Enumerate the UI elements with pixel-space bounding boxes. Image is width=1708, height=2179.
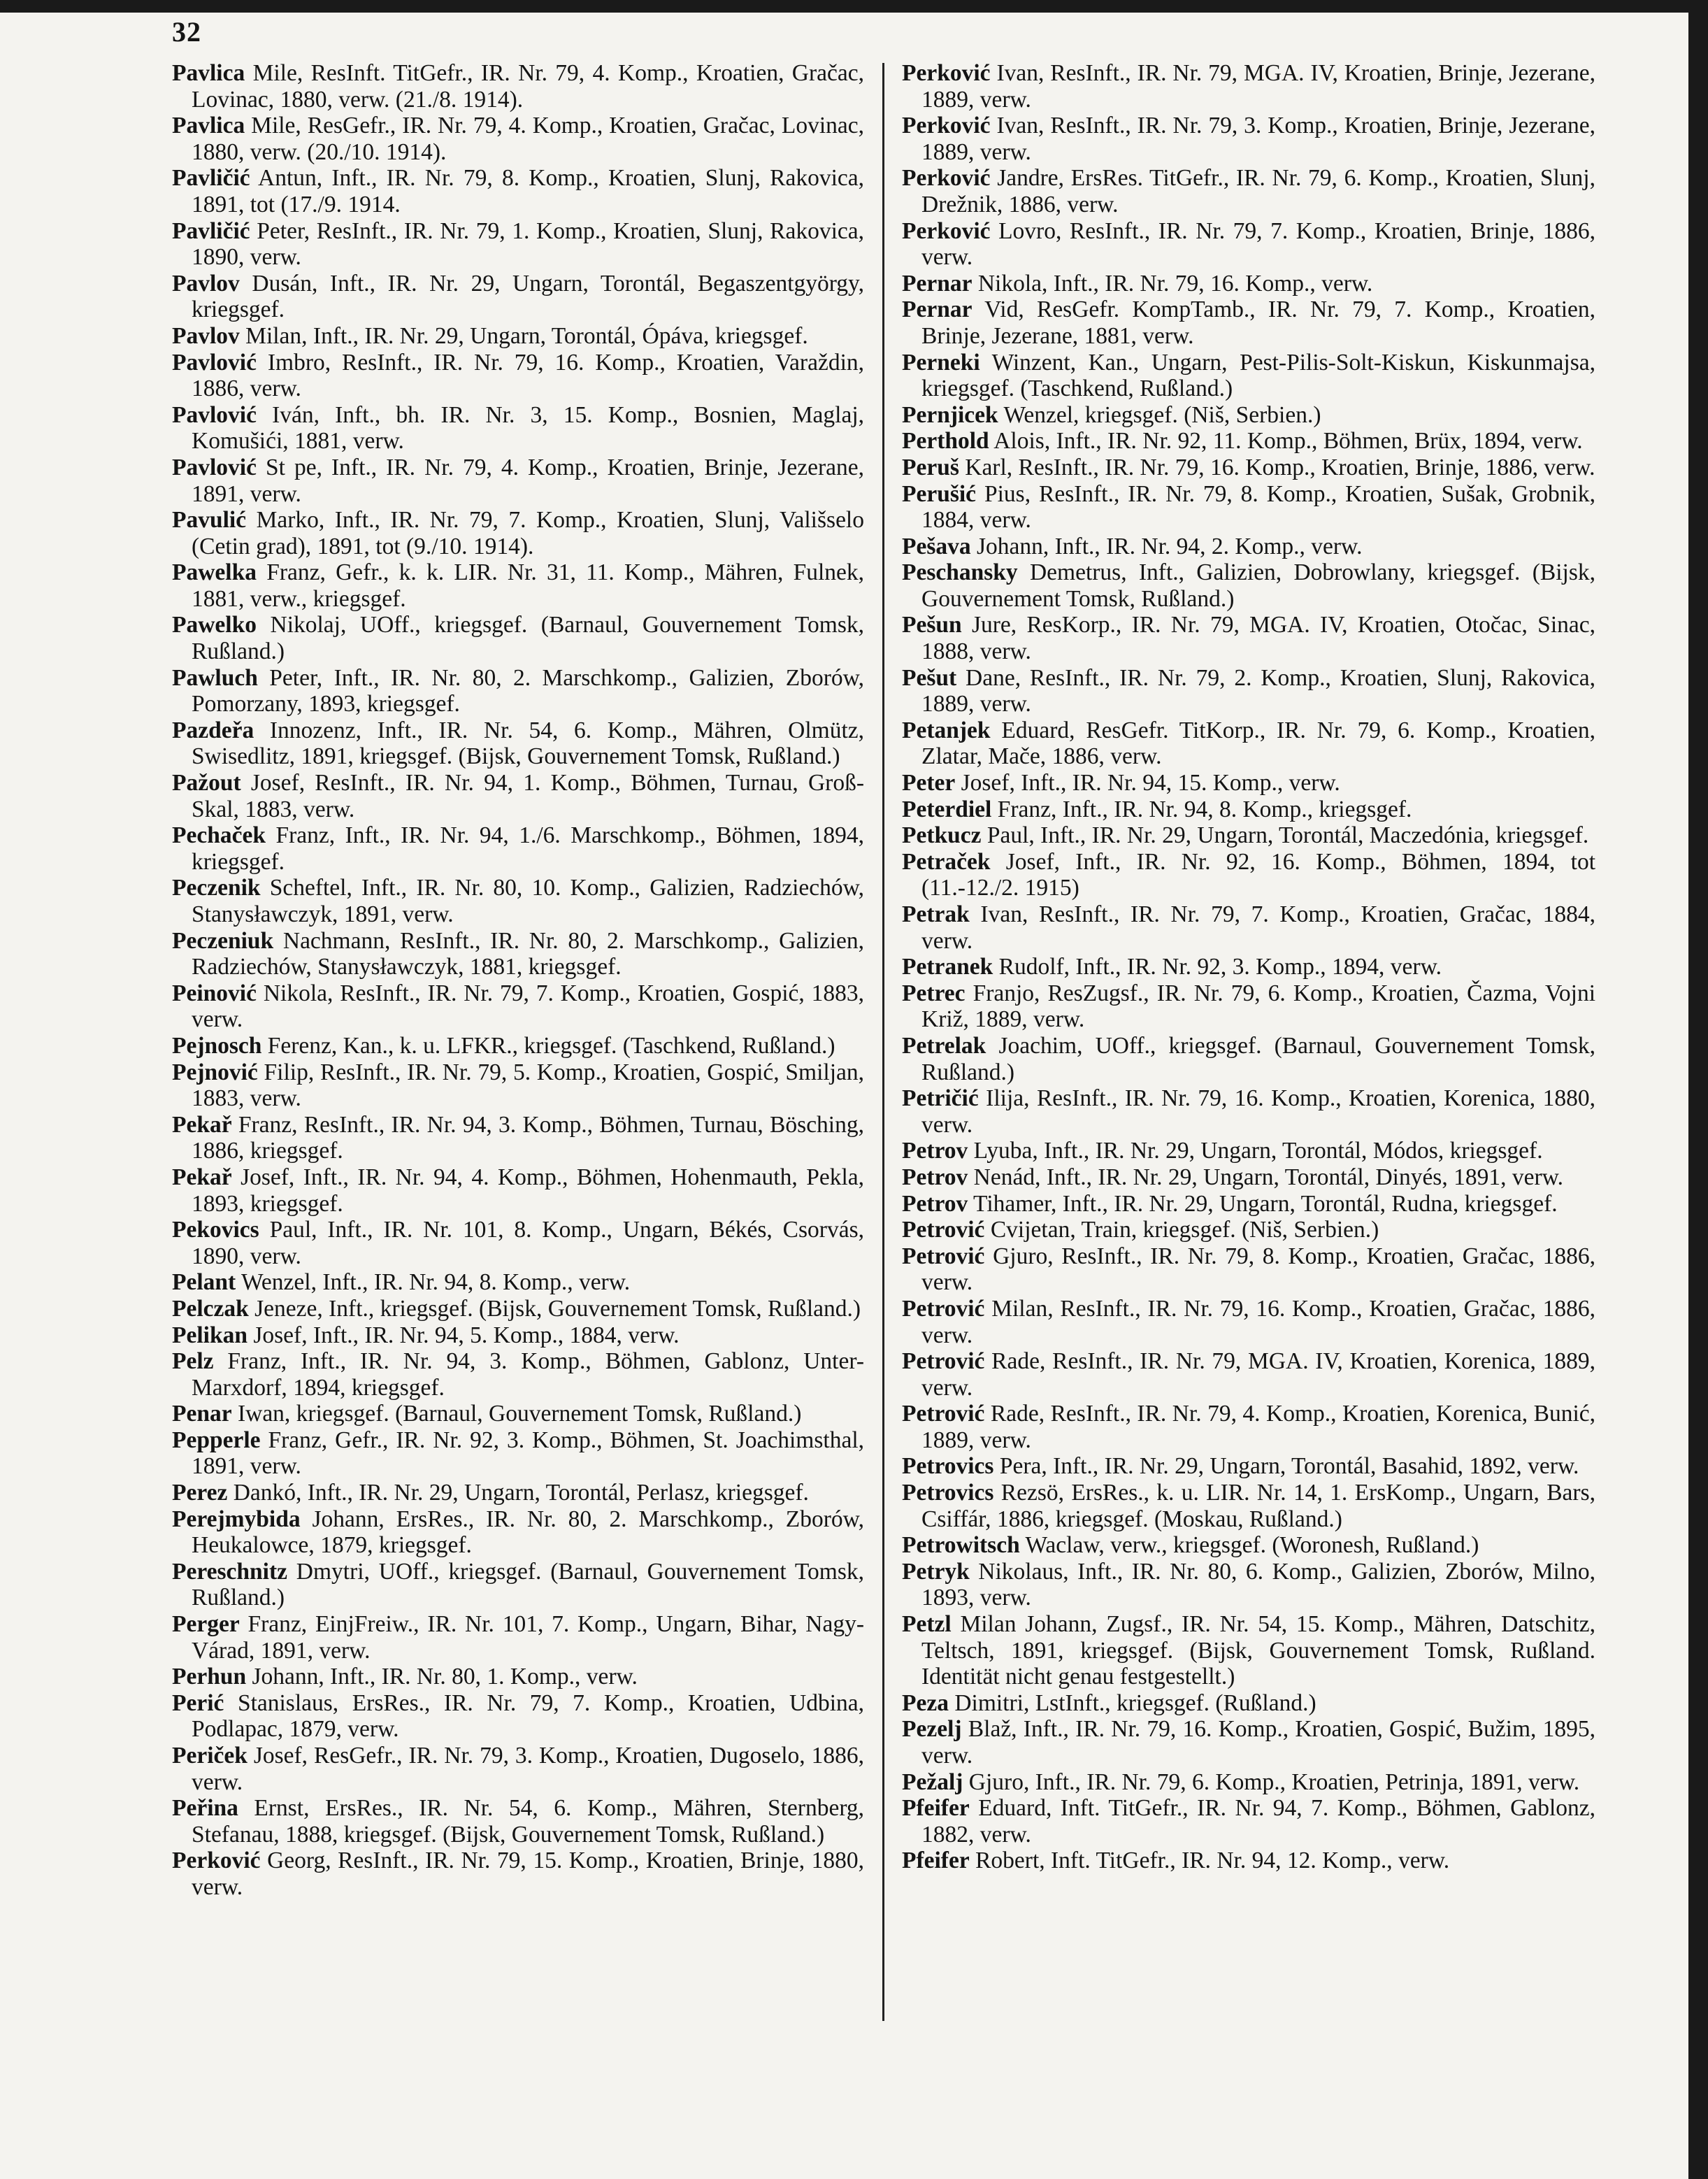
list-item xyxy=(172,507,864,559)
entry-name: Pavličić xyxy=(172,217,250,244)
entry-details: Joachim, UOff., kriegsgef. (Barnaul, Gouvernement Tomsk, Rußland.) xyxy=(921,1032,1596,1085)
entry-name: Pezelj xyxy=(902,1716,962,1743)
list-item xyxy=(172,1427,864,1480)
entry-details: Tihamer, Inft., IR. Nr. 29, Ungarn, Torontál, Rudna, kriegsgef. xyxy=(973,1190,1558,1217)
entry-name: Petrov xyxy=(902,1164,968,1190)
list-item xyxy=(172,875,864,927)
entry-name: Pavlica xyxy=(172,113,245,139)
entry-name: Pelczak xyxy=(172,1295,249,1322)
entry-name: Pažout xyxy=(172,770,241,796)
list-item xyxy=(172,928,864,980)
entry-details: Innozenz, Inft., IR. Nr. 54, 6. Komp., Mähren, Olmütz, Swisedlitz, 1891, kriegsgef. (Bijsk, Gouvernement Tomsk, Rußland.) xyxy=(192,717,865,770)
entry-details: Rade, ResInft., IR. Nr. 79, 4. Komp., Kroatien, Korenica, Bunić, 1889, verw. xyxy=(921,1401,1596,1453)
entry-name: Pereschnitz xyxy=(172,1558,287,1585)
list-item xyxy=(902,402,1595,429)
list-item xyxy=(902,901,1595,954)
entry-name: Perez xyxy=(172,1480,228,1506)
entry-details: Filip, ResInft., IR. Nr. 79, 5. Komp., Kroatien, Gospić, Smiljan, 1883, verw. xyxy=(192,1059,864,1112)
entry-name: Peschansky xyxy=(902,559,1018,586)
list-item xyxy=(902,980,1595,1033)
entry-details: Johann, Inft., IR. Nr. 94, 2. Komp., verw. xyxy=(977,533,1363,559)
list-item xyxy=(902,1480,1595,1532)
entry-name: Petrović xyxy=(902,1401,985,1427)
entry-details: Ferenz, Kan., k. u. LFKR., kriegsgef. (Taschkend, Rußland.) xyxy=(267,1032,835,1059)
entry-name: Perušić xyxy=(902,480,977,507)
entry-name: Pechaček xyxy=(172,822,266,849)
entry-details: Mile, ResGefr., IR. Nr. 79, 4. Komp., Kroatien, Gračac, Lovinac, 1880, verw. (20./10. 1914). xyxy=(192,113,864,165)
entry-details: Mile, ResInft. TitGefr., IR. Nr. 79, 4. Komp., Kroatien, Gračac, Lovinac, 1880, verw. (21./8. 1914). xyxy=(192,60,865,113)
entry-details: Robert, Inft. TitGefr., IR. Nr. 94, 12. Komp., verw. xyxy=(975,1848,1450,1874)
list-item xyxy=(172,717,864,770)
left-column xyxy=(172,60,864,1901)
entry-name: Perković xyxy=(902,60,991,86)
list-item xyxy=(172,1217,864,1269)
entry-name: Pežalj xyxy=(902,1769,963,1795)
entry-name: Peter xyxy=(902,770,956,796)
entry-name: Pernar xyxy=(902,297,973,323)
entry-name: Pawluch xyxy=(172,664,258,691)
entry-details: Nikolaj, UOff., kriegsgef. (Barnaul, Gouvernement Tomsk, Rußland.) xyxy=(192,612,864,665)
list-item xyxy=(902,113,1595,165)
list-item xyxy=(902,1243,1595,1296)
entry-name: Petraček xyxy=(902,848,991,875)
entry-name: Perger xyxy=(172,1611,240,1638)
list-item xyxy=(172,1480,864,1506)
entry-name: Petrović xyxy=(902,1295,985,1322)
entry-name: Pepperle xyxy=(172,1427,261,1453)
list-item xyxy=(172,1322,864,1349)
entry-details: Demetrus, Inft., Galizien, Dobrowlany, kriegsgef. (Bijsk, Gouvernement Tomsk, Rußland.) xyxy=(921,559,1595,612)
entry-name: Pavlović xyxy=(172,349,257,376)
entry-name: Peterdiel xyxy=(902,796,992,822)
list-item xyxy=(172,770,864,822)
list-item xyxy=(172,822,864,875)
entry-details: Nenád, Inft., IR. Nr. 29, Ungarn, Torontál, Dinyés, 1891, verw. xyxy=(973,1164,1564,1190)
entry-details: Josef, ResInft., IR. Nr. 94, 1. Komp., Böhmen, Turnau, Groß-Skal, 1883, verw. xyxy=(192,770,864,822)
list-item xyxy=(172,1795,864,1848)
entry-details: Nikola, ResInft., IR. Nr. 79, 7. Komp., Kroatien, Gospić, 1883, verw. xyxy=(192,980,865,1033)
list-item xyxy=(902,271,1595,297)
entry-details: Iwan, kriegsgef. (Barnaul, Gouvernement Tomsk, Rußland.) xyxy=(237,1401,802,1427)
entry-name: Pernar xyxy=(902,270,973,297)
page-number: 32 xyxy=(172,16,201,48)
list-item xyxy=(172,218,864,271)
list-item xyxy=(172,1269,864,1296)
list-item xyxy=(172,1848,864,1900)
entry-name: Pawelka xyxy=(172,559,257,586)
entry-details: Scheftel, Inft., IR. Nr. 80, 10. Komp., Galizien, Radziechów, Stanysławczyk, 1891, verw. xyxy=(192,875,865,927)
entry-details: Milan, Inft., IR. Nr. 29, Ungarn, Torontál, Ópáva, kriegsgef. xyxy=(245,322,808,349)
list-item xyxy=(902,218,1595,271)
list-item xyxy=(902,481,1595,534)
entry-name: Pelant xyxy=(172,1269,236,1296)
entry-name: Petrec xyxy=(902,980,966,1006)
list-item xyxy=(902,1559,1595,1611)
entry-name: Perneki xyxy=(902,349,980,376)
list-item xyxy=(172,1743,864,1795)
entry-details: Cvijetan, Train, kriegsgef. (Niš, Serbien.) xyxy=(990,1217,1379,1243)
entry-details: Franz, Inft., IR. Nr. 94, 3. Komp., Böhmen, Gablonz, Unter-Marxdorf, 1894, kriegsgef. xyxy=(192,1348,865,1401)
entry-details: Jeneze, Inft., kriegsgef. (Bijsk, Gouvernement Tomsk, Rußland.) xyxy=(254,1295,861,1322)
entry-details: Johann, Inft., IR. Nr. 80, 1. Komp., verw. xyxy=(252,1664,638,1690)
entry-name: Peinović xyxy=(172,980,257,1006)
entry-details: Milan, ResInft., IR. Nr. 79, 16. Komp., Kroatien, Gračac, 1886, verw. xyxy=(921,1295,1595,1348)
list-item xyxy=(172,1112,864,1164)
entry-name: Pekovics xyxy=(172,1217,259,1243)
entry-details: Blaž, Inft., IR. Nr. 79, 16. Komp., Kroatien, Gospić, Bužim, 1895, verw. xyxy=(921,1716,1596,1769)
entry-details: Paul, Inft., IR. Nr. 29, Ungarn, Torontál, Maczedónia, kriegsgef. xyxy=(986,822,1589,849)
entry-name: Peczeniuk xyxy=(172,927,274,954)
entry-details: Waclaw, verw., kriegsgef. (Woronesh, Rußland.) xyxy=(1025,1532,1479,1559)
entry-details: Franz, Gefr., k. k. LIR. Nr. 31, 11. Komp., Mähren, Fulnek, 1881, verw., kriegsgef. xyxy=(192,559,865,612)
entry-name: Petryk xyxy=(902,1558,970,1585)
entry-details: Winzent, Kan., Ungarn, Pest-Pilis-Solt-Kiskun, Kiskunmajsa, kriegsgef. (Taschkend, Rußland.) xyxy=(921,349,1595,402)
entry-details: Dimitri, LstInft., kriegsgef. (Rußland.) xyxy=(954,1689,1316,1716)
entry-details: Ivan, ResInft., IR. Nr. 79, 7. Komp., Kroatien, Gračac, 1884, verw. xyxy=(921,901,1596,954)
list-item xyxy=(172,980,864,1033)
list-item xyxy=(172,1559,864,1611)
entry-name: Perthold xyxy=(902,428,989,455)
list-item xyxy=(172,271,864,323)
entry-details: Josef, ResGefr., IR. Nr. 79, 3. Komp., Kroatien, Dugoselo, 1886, verw. xyxy=(192,1743,864,1795)
entry-name: Perković xyxy=(902,113,991,139)
entry-details: Dusán, Inft., IR. Nr. 29, Ungarn, Torontál, Begaszentgyörgy, kriegsgef. xyxy=(192,270,864,323)
entry-details: Franz, Gefr., IR. Nr. 92, 3. Komp., Böhmen, St. Joachimsthal, 1891, verw. xyxy=(192,1427,864,1480)
entry-name: Pavličić xyxy=(172,165,250,192)
entry-name: Perković xyxy=(172,1848,261,1874)
list-item xyxy=(902,665,1595,717)
list-item xyxy=(902,1164,1595,1191)
entry-name: Petrovics xyxy=(902,1480,994,1506)
list-item xyxy=(902,297,1595,349)
entry-details: Franjo, ResZugsf., IR. Nr. 79, 6. Komp., Kroatien, Čazma, Vojni Križ, 1889, verw. xyxy=(921,980,1595,1033)
entry-name: Petzl xyxy=(902,1611,952,1638)
entry-details: Antun, Inft., IR. Nr. 79, 8. Komp., Kroatien, Slunj, Rakovica, 1891, tot (17./9. 1914. xyxy=(192,165,865,217)
entry-name: Petanjek xyxy=(902,717,991,743)
entry-details: Peter, ResInft., IR. Nr. 79, 1. Komp., Kroatien, Slunj, Rakovica, 1890, verw. xyxy=(192,217,864,271)
entry-details: Dankó, Inft., IR. Nr. 29, Ungarn, Torontál, Perlasz, kriegsgef. xyxy=(233,1480,809,1506)
column-divider xyxy=(882,63,884,2021)
right-column xyxy=(902,60,1595,1874)
entry-details: Ernst, ErsRes., IR. Nr. 54, 6. Komp., Mähren, Sternberg, Stefanau, 1888, kriegsgef. (Bijsk, Gouvernement Tomsk, Rußland.) xyxy=(192,1795,865,1848)
list-item xyxy=(172,612,864,664)
list-item xyxy=(902,1532,1595,1559)
list-item xyxy=(172,1059,864,1112)
entry-name: Pernjicek xyxy=(902,401,998,428)
entry-name: Pešava xyxy=(902,533,971,559)
entry-details: Marko, Inft., IR. Nr. 79, 7. Komp., Kroatien, Slunj, Vališselo (Cetin grad), 1891, tot (9./10. 1914). xyxy=(192,507,864,559)
entry-name: Pelikan xyxy=(172,1322,247,1348)
entry-name: Petkucz xyxy=(902,822,982,849)
list-item xyxy=(172,1611,864,1664)
list-item xyxy=(172,323,864,350)
list-item xyxy=(172,60,864,113)
list-item xyxy=(902,559,1595,612)
list-item xyxy=(902,428,1595,455)
entry-details: Franz, ResInft., IR. Nr. 94, 3. Komp., Böhmen, Turnau, Bösching, 1886, kriegsgef. xyxy=(192,1111,864,1164)
entry-name: Pavulić xyxy=(172,507,247,534)
entry-details: Peter, Inft., IR. Nr. 80, 2. Marschkomp., Galizien, Zborów, Pomorzany, 1893, kriegsgef. xyxy=(192,664,864,717)
entry-details: Franz, Inft., IR. Nr. 94, 8. Komp., kriegsgef. xyxy=(997,796,1412,822)
list-item xyxy=(902,1401,1595,1453)
entry-details: St pe, Inft., IR. Nr. 79, 4. Komp., Kroatien, Brinje, Jezerane, 1891, verw. xyxy=(192,454,865,507)
entry-name: Pavlica xyxy=(172,60,245,86)
entry-name: Pavlov xyxy=(172,322,240,349)
entry-details: Nikola, Inft., IR. Nr. 79, 16. Komp., verw. xyxy=(977,270,1373,297)
entry-name: Petrak xyxy=(902,901,970,927)
list-item xyxy=(902,1690,1595,1717)
list-item xyxy=(902,796,1595,823)
entry-name: Petrov xyxy=(902,1190,968,1217)
entry-name: Pfeifer xyxy=(902,1795,970,1822)
entry-name: Perić xyxy=(172,1689,224,1716)
entry-details: Dane, ResInft., IR. Nr. 79, 2. Komp., Kroatien, Slunj, Rakovica, 1889, verw. xyxy=(921,664,1595,717)
entry-name: Pejnović xyxy=(172,1059,258,1085)
entry-name: Petranek xyxy=(902,954,993,980)
entry-details: Pera, Inft., IR. Nr. 29, Ungarn, Torontál, Basahid, 1892, verw. xyxy=(999,1453,1579,1480)
entry-details: Franz, Inft., IR. Nr. 94, 1./6. Marschkomp., Böhmen, 1894, kriegsgef. xyxy=(192,822,865,875)
entry-details: Rudolf, Inft., IR. Nr. 92, 3. Komp., 1894, verw. xyxy=(998,954,1442,980)
entry-name: Petrowitsch xyxy=(902,1532,1020,1559)
entry-name: Petrović xyxy=(902,1217,985,1243)
entry-details: Pius, ResInft., IR. Nr. 79, 8. Komp., Kroatien, Sušak, Grobnik, 1884, verw. xyxy=(921,480,1595,534)
entry-details: Jure, ResKorp., IR. Nr. 79, MGA. IV, Kroatien, Otočac, Sinac, 1888, verw. xyxy=(921,612,1595,665)
list-item xyxy=(172,1348,864,1401)
entry-name: Pekař xyxy=(172,1164,232,1190)
entry-name: Perhun xyxy=(172,1664,247,1690)
entry-details: Wenzel, kriegsgef. (Niš, Serbien.) xyxy=(1003,401,1321,428)
list-item xyxy=(902,534,1595,560)
list-item xyxy=(902,455,1595,481)
entry-name: Pešun xyxy=(902,612,962,638)
list-item xyxy=(172,113,864,165)
list-item xyxy=(172,1033,864,1059)
list-item xyxy=(902,1296,1595,1348)
list-item xyxy=(902,60,1595,113)
entry-name: Pešut xyxy=(902,664,957,691)
list-item xyxy=(902,1795,1595,1848)
entry-name: Penar xyxy=(172,1401,232,1427)
list-item xyxy=(902,1611,1595,1690)
entry-details: Johann, ErsRes., IR. Nr. 80, 2. Marschkomp., Zborów, Heukalowce, 1879, kriegsgef. xyxy=(192,1506,864,1559)
entry-name: Perejmybida xyxy=(172,1506,301,1532)
list-item xyxy=(172,665,864,717)
entry-details: Rade, ResInft., IR. Nr. 79, MGA. IV, Kroatien, Korenica, 1889, verw. xyxy=(921,1348,1595,1401)
page-border-top xyxy=(0,0,1708,13)
list-item xyxy=(902,849,1595,901)
list-item xyxy=(172,1664,864,1690)
entry-details: Ilija, ResInft., IR. Nr. 79, 16. Komp., Kroatien, Korenica, 1880, verw. xyxy=(921,1085,1596,1138)
entry-details: Eduard, ResGefr. TitKorp., IR. Nr. 79, 6. Komp., Kroatien, Zlatar, Mače, 1886, verw. xyxy=(921,717,1596,770)
entry-name: Petrelak xyxy=(902,1032,986,1059)
page-border-right xyxy=(1688,0,1708,2179)
entry-details: Lyuba, Inft., IR. Nr. 29, Ungarn, Torontál, Módos, kriegsgef. xyxy=(973,1138,1543,1164)
entry-details: Karl, ResInft., IR. Nr. 79, 16. Komp., Kroatien, Brinje, 1886, verw. xyxy=(965,454,1595,480)
list-item xyxy=(902,1217,1595,1243)
entry-name: Peřina xyxy=(172,1795,238,1822)
entry-details: Franz, EinjFreiw., IR. Nr. 101, 7. Komp., Ungarn, Bihar, Nagy-Várad, 1891, verw. xyxy=(192,1611,864,1664)
entry-name: Pawelko xyxy=(172,612,257,638)
entry-details: Ivan, ResInft., IR. Nr. 79, 3. Komp., Kroatien, Brinje, Jezerane, 1889, verw. xyxy=(921,113,1595,165)
list-item xyxy=(172,1506,864,1559)
entry-details: Gjuro, ResInft., IR. Nr. 79, 8. Komp., Kroatien, Gračac, 1886, verw. xyxy=(921,1243,1595,1296)
entry-name: Pavlov xyxy=(172,270,240,297)
list-item xyxy=(902,165,1595,217)
entry-name: Petrović xyxy=(902,1243,985,1269)
entry-details: Wenzel, Inft., IR. Nr. 94, 8. Komp., verw. xyxy=(241,1269,631,1296)
entry-name: Peczenik xyxy=(172,875,261,901)
list-item xyxy=(172,1164,864,1217)
list-item xyxy=(902,1453,1595,1480)
entry-details: Alois, Inft., IR. Nr. 92, 11. Komp., Böhmen, Brüx, 1894, verw. xyxy=(993,428,1583,455)
entry-details: Josef, Inft., IR. Nr. 94, 15. Komp., verw. xyxy=(961,770,1340,796)
entry-details: Josef, Inft., IR. Nr. 92, 16. Komp., Böhmen, 1894, tot (11.-12./2. 1915) xyxy=(921,848,1596,901)
entry-name: Periček xyxy=(172,1743,247,1769)
entry-name: Petrović xyxy=(902,1348,985,1375)
entry-details: Nikolaus, Inft., IR. Nr. 80, 6. Komp., Galizien, Zborów, Milno, 1893, verw. xyxy=(921,1558,1595,1611)
list-item xyxy=(902,717,1595,770)
entry-name: Petričić xyxy=(902,1085,979,1112)
list-item xyxy=(172,1690,864,1743)
entry-name: Pfeifer xyxy=(902,1848,970,1874)
entry-details: Paul, Inft., IR. Nr. 101, 8. Komp., Ungarn, Békés, Csorvás, 1890, verw. xyxy=(192,1217,864,1269)
entry-name: Pazdeřa xyxy=(172,717,254,743)
entry-name: Pejnosch xyxy=(172,1032,262,1059)
list-item xyxy=(172,1296,864,1322)
list-item xyxy=(902,1769,1595,1796)
list-item xyxy=(172,455,864,507)
entry-details: Ivan, ResInft., IR. Nr. 79, MGA. IV, Kroatien, Brinje, Jezerane, 1889, verw. xyxy=(921,60,1595,113)
entry-details: Vid, ResGefr. KompTamb., IR. Nr. 79, 7. Komp., Kroatien, Brinje, Jezerane, 1881, verw. xyxy=(921,297,1595,349)
list-item xyxy=(902,1716,1595,1769)
entry-details: Imbro, ResInft., IR. Nr. 79, 16. Komp., Kroatien, Varaždin, 1886, verw. xyxy=(192,349,865,402)
entry-details: Milan Johann, Zugsf., IR. Nr. 54, 15. Komp., Mähren, Datschitz, Teltsch, 1891, kriegsgef. (Bijsk, Gouvernement Tomsk, Rußland. Identität nicht genau festgestellt.) xyxy=(921,1611,1596,1690)
list-item xyxy=(902,1085,1595,1138)
entry-details: Josef, Inft., IR. Nr. 94, 4. Komp., Böhmen, Hohenmauth, Pekla, 1893, kriegsgef. xyxy=(192,1164,864,1217)
list-item xyxy=(902,822,1595,849)
entry-details: Stanislaus, ErsRes., IR. Nr. 79, 7. Komp., Kroatien, Udbina, Podlapac, 1879, verw. xyxy=(192,1689,865,1743)
list-item xyxy=(902,1138,1595,1164)
entry-details: Dmytri, UOff., kriegsgef. (Barnaul, Gouvernement Tomsk, Rußland.) xyxy=(192,1558,865,1611)
entry-name: Pekař xyxy=(172,1111,232,1138)
entry-name: Perković xyxy=(902,217,991,244)
entry-name: Perković xyxy=(902,165,991,192)
entry-details: Gjuro, Inft., IR. Nr. 79, 6. Komp., Kroatien, Petrinja, 1891, verw. xyxy=(968,1769,1580,1795)
list-item xyxy=(172,402,864,455)
list-item xyxy=(902,1033,1595,1085)
entry-details: Eduard, Inft. TitGefr., IR. Nr. 94, 7. Komp., Böhmen, Gablonz, 1882, verw. xyxy=(921,1795,1596,1848)
list-item xyxy=(902,612,1595,664)
list-item xyxy=(902,954,1595,980)
entry-details: Rezsö, ErsRes., k. u. LIR. Nr. 14, 1. ErsKomp., Ungarn, Bars, Csiffár, 1886, kriegsgef. (Moskau, Rußland.) xyxy=(921,1480,1595,1532)
entry-name: Peruš xyxy=(902,454,959,480)
entry-details: Nachmann, ResInft., IR. Nr. 80, 2. Marschkomp., Galizien, Radziechów, Stanysławczyk, 1881, kriegsgef. xyxy=(192,927,864,980)
entry-details: Josef, Inft., IR. Nr. 94, 5. Komp., 1884, verw. xyxy=(253,1322,680,1348)
entry-details: Jandre, ErsRes. TitGefr., IR. Nr. 79, 6. Komp., Kroatien, Slunj, Drežnik, 1886, verw. xyxy=(921,165,1595,217)
list-item xyxy=(902,1348,1595,1401)
entry-name: Pavlović xyxy=(172,454,257,480)
entry-details: Iván, Inft., bh. IR. Nr. 3, 15. Komp., Bosnien, Maglaj, Komušići, 1881, verw. xyxy=(192,401,865,455)
entry-details: Lovro, ResInft., IR. Nr. 79, 7. Komp., Kroatien, Brinje, 1886, verw. xyxy=(921,217,1595,271)
list-item xyxy=(902,1848,1595,1874)
entry-details: Georg, ResInft., IR. Nr. 79, 15. Komp., Kroatien, Brinje, 1880, verw. xyxy=(192,1848,864,1900)
list-item xyxy=(902,350,1595,402)
list-item xyxy=(172,1401,864,1427)
list-item xyxy=(172,165,864,217)
entry-name: Pavlović xyxy=(172,401,257,428)
entry-name: Peza xyxy=(902,1689,949,1716)
list-item xyxy=(902,1191,1595,1217)
entry-name: Pelz xyxy=(172,1348,214,1375)
list-item xyxy=(172,350,864,402)
entry-name: Petrovics xyxy=(902,1453,994,1480)
entry-name: Petrov xyxy=(902,1138,968,1164)
list-item xyxy=(902,770,1595,796)
list-item xyxy=(172,559,864,612)
